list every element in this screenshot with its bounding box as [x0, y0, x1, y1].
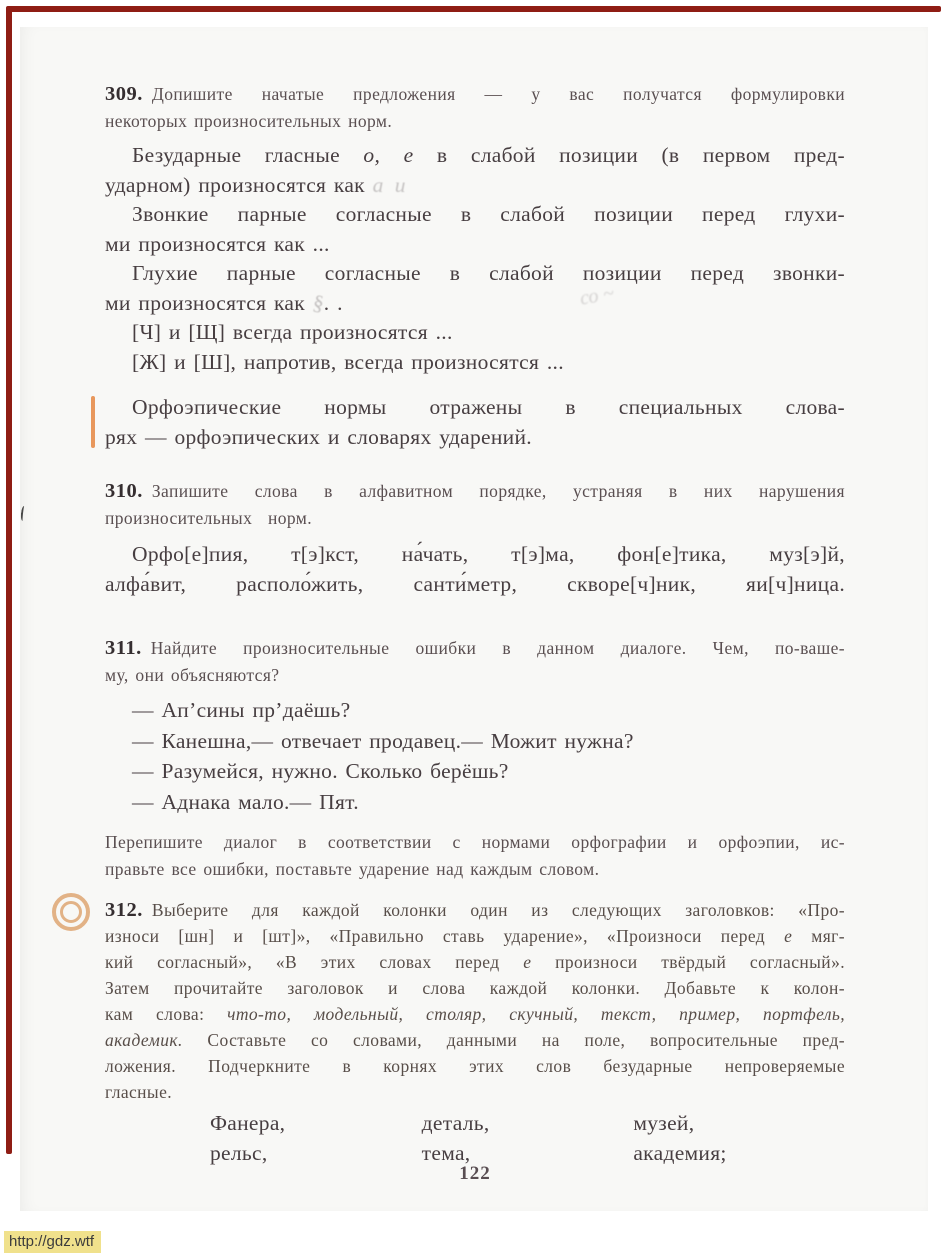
orthoepy-rule: [105, 393, 845, 452]
text-line: Звонкие парные согласные в слабой позиции перед глухи-: [132, 202, 845, 226]
text-line: му, они объясняются?: [105, 665, 280, 685]
text-line: [105, 81, 845, 108]
text-line: рях — орфоэпических и словарях ударений.: [105, 424, 532, 449]
rule-accent-bar: [91, 396, 95, 448]
text-line: некоторых произносительных норм.: [105, 111, 393, 131]
text-line: ми произносятся как §. .: [105, 289, 343, 316]
task-text: Найдите произносительные ошибки в данном диалоге. Чем, по-ваше-: [150, 638, 845, 658]
text-line: [Ч] и [Щ] всегда произносятся ...: [132, 320, 453, 344]
exercise-310-task: [105, 478, 845, 532]
text-line: академик. Составьте со словами, данными на поле, вопросительные пред-: [105, 1030, 845, 1050]
exercise-311-followup: [105, 829, 845, 883]
word-column: [422, 1109, 634, 1168]
scan-border-top: [7, 6, 941, 12]
text-line: правьте все ошибки, поставьте ударение над каждым словом.: [105, 859, 600, 879]
scan-edge-artifact: [20, 506, 27, 521]
column-word: рельс,: [210, 1140, 268, 1165]
column-word: Фанера,: [210, 1111, 286, 1135]
column-word: академия;: [633, 1140, 727, 1165]
task-text: Выберите для каждой колонки один из следующих заголовков: «Про-: [151, 900, 845, 920]
exercise-number: 309.: [105, 83, 143, 105]
text-line: Безударные гласные о, е в слабой позиции (в первом пред-: [132, 143, 845, 167]
text-line: Перепишите диалог в соответствии с нормами орфографии и орфоэпии, ис-: [105, 832, 845, 852]
exercise-number: 311.: [105, 637, 142, 659]
text-line: кий согласный», «В этих словах перед е произноси твёрдый согласный».: [105, 952, 845, 972]
text-line: гласные.: [105, 1082, 173, 1102]
text-line: — Аднака мало.— Пят.: [132, 789, 359, 814]
text-line: — Канешна,— отвечает продавец.— Можит нужна?: [132, 728, 634, 753]
text-line: Глухие парные согласные в слабой позиции перед звонки-: [132, 261, 845, 285]
content-flow: [105, 81, 845, 1168]
text-line: износи [шн] и [шт]», «Правильно ставь ударение», «Произноси перед е мяг-: [105, 926, 845, 946]
text-line: кам слова: что-то, модельный, столяр, скучный, текст, пример, портфель,: [105, 1004, 845, 1024]
column-word: деталь,: [421, 1111, 490, 1135]
text-line: ударном) произносятся как а и: [105, 172, 408, 197]
text-line: ложения. Подчеркните в корнях этих слов безударные непроверяемые: [105, 1056, 845, 1076]
task-text: Допишите начатые предложения — у вас получатся формулировки: [151, 84, 845, 104]
task-text: Запишите слова в алфавитном порядке, устраняя в них нарушения: [151, 481, 845, 501]
exercise-number: 312.: [105, 899, 143, 921]
watermark-link[interactable]: http://gdz.wtf: [4, 1231, 101, 1253]
exercise-312-task: [105, 897, 845, 1105]
book-page-scan: [20, 27, 928, 1211]
text-line: Затем прочитайте заголовок и слова каждой колонки. Добавьте к колон-: [105, 978, 845, 998]
page-number: 122: [459, 1163, 491, 1184]
exercise-309-task: [105, 81, 845, 135]
text-line: [105, 478, 845, 505]
text-line: [105, 897, 845, 923]
word-column: [633, 1109, 845, 1168]
text-line: произносительных норм.: [105, 508, 313, 528]
scan-border-left: [6, 6, 12, 1154]
exercise-311-task: [105, 635, 845, 689]
target-rings-icon: [52, 893, 90, 931]
exercise-309-body: [105, 141, 845, 377]
column-word: тема,: [421, 1140, 471, 1165]
pencil-scribble-artifact: со ~: [578, 282, 616, 310]
text-line: — Разумейся, нужно. Сколько берёшь?: [132, 759, 509, 783]
text-line: Орфоэпические нормы отражены в специальных слова-: [132, 395, 845, 419]
target-rings-icon-inner: [60, 901, 82, 923]
text-line: ми произносятся как ...: [105, 231, 330, 256]
text-line: [105, 635, 845, 662]
word-columns: [105, 1109, 845, 1168]
exercise-number: 310.: [105, 480, 143, 502]
exercise-311-dialog: [105, 695, 845, 817]
exercise-310-words: [105, 540, 845, 599]
word-column: [210, 1109, 422, 1168]
column-word: музей,: [633, 1111, 695, 1135]
text-line: алфа́вит, располо́жить, санти́метр, скворе[ч]ник, яи[ч]ница.: [105, 571, 845, 596]
text-line: [Ж] и [Ш], напротив, всегда произносятся ...: [132, 349, 564, 374]
text-line: — Ап’сины пр’даёшь?: [132, 698, 351, 722]
text-line: Орфо[е]пия, т[э]кст, на́чать, т[э]ма, фон[е]тика, муз[э]й,: [132, 542, 845, 566]
exercise-312-columns: [105, 1109, 845, 1168]
